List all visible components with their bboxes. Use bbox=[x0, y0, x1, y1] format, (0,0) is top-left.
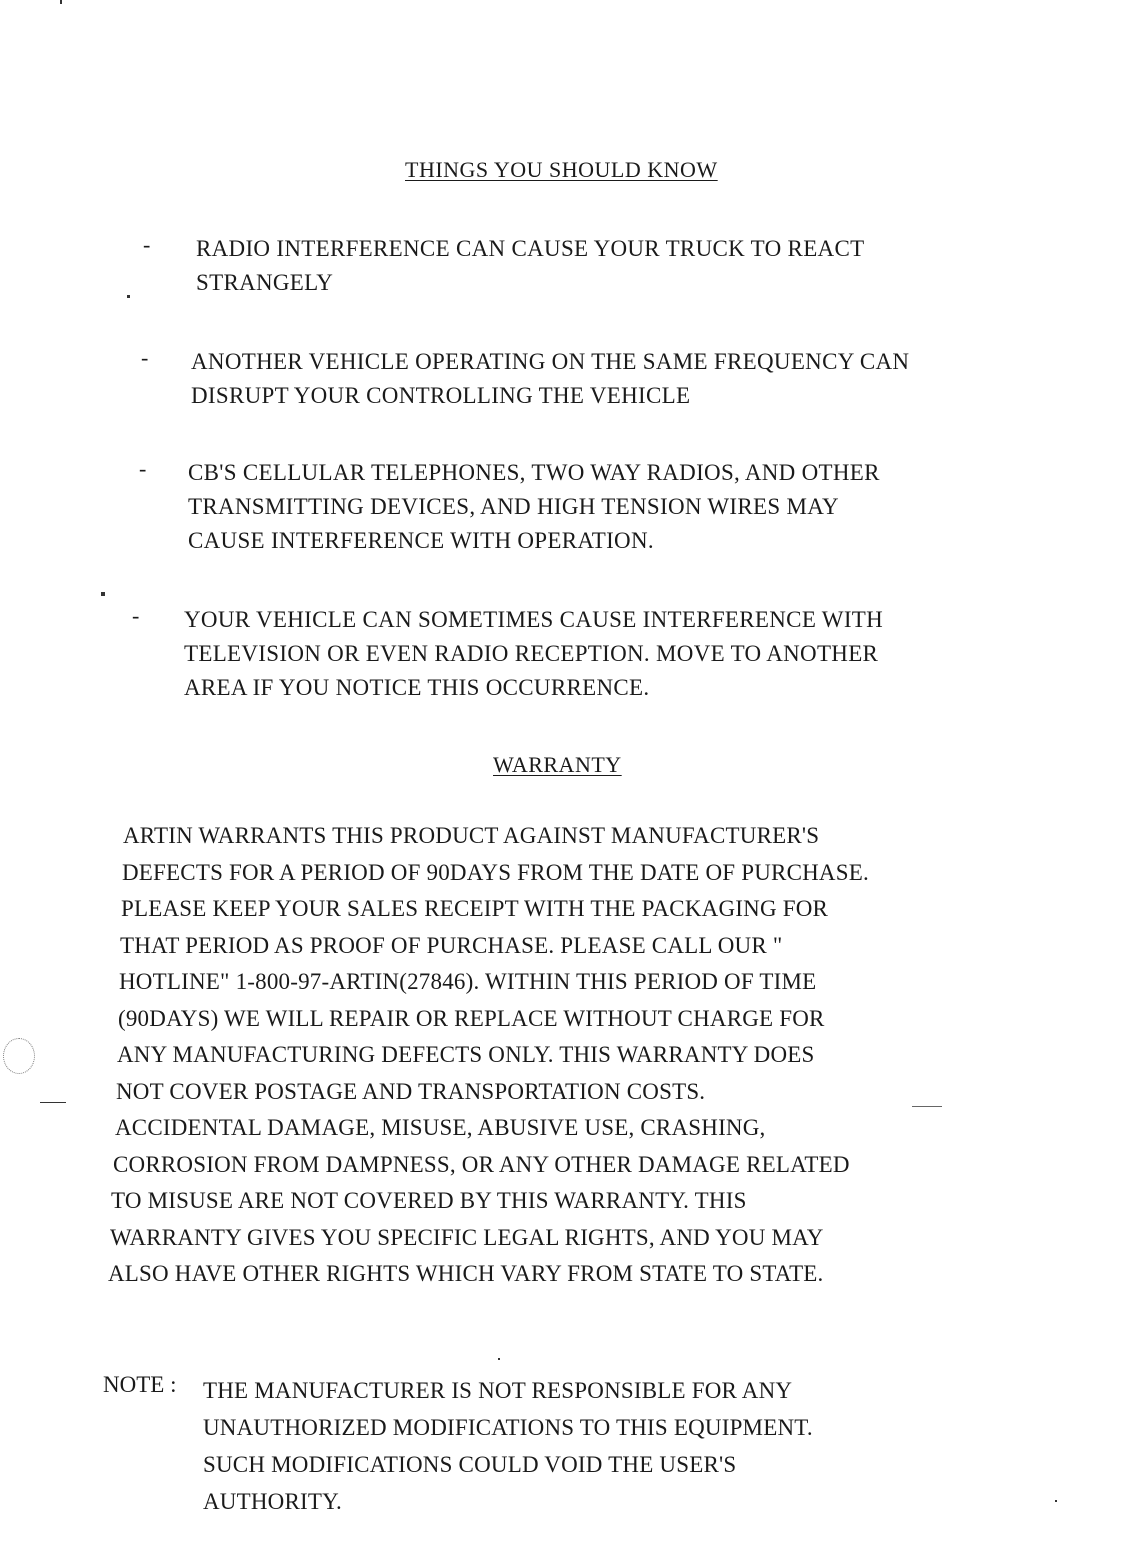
warranty-line: ANY MANUFACTURING DEFECTS ONLY. THIS WARRANTY DOES bbox=[117, 1042, 815, 1067]
bullet-line: RADIO INTERFERENCE CAN CAUSE YOUR TRUCK TO REACT bbox=[196, 236, 865, 261]
bullet-line: CB'S CELLULAR TELEPHONES, TWO WAY RADIOS, AND OTHER bbox=[188, 460, 880, 485]
warranty-line: HOTLINE" 1-800-97-ARTIN(27846). WITHIN THIS PERIOD OF TIME bbox=[119, 969, 817, 994]
bullet-dash: - bbox=[132, 603, 140, 628]
bullet-line: CAUSE INTERFERENCE WITH OPERATION. bbox=[188, 528, 654, 553]
bullet-line: YOUR VEHICLE CAN SOMETIMES CAUSE INTERFERENCE WITH bbox=[184, 607, 884, 632]
scan-speck bbox=[40, 1102, 66, 1103]
heading-warranty: WARRANTY bbox=[493, 752, 622, 777]
scan-speck bbox=[1055, 1500, 1057, 1502]
bullet-line: TELEVISION OR EVEN RADIO RECEPTION. MOVE TO ANOTHER bbox=[184, 641, 879, 666]
scan-speck bbox=[60, 0, 62, 4]
warranty-line: ALSO HAVE OTHER RIGHTS WHICH VARY FROM STATE TO STATE. bbox=[108, 1261, 824, 1286]
warranty-line: THAT PERIOD AS PROOF OF PURCHASE. PLEASE CALL OUR " bbox=[120, 932, 783, 958]
bullet-item bbox=[196, 232, 864, 300]
warranty-line: CORROSION FROM DAMPNESS, OR ANY OTHER DAMAGE RELATED bbox=[113, 1151, 850, 1177]
warranty-line: TO MISUSE ARE NOT COVERED BY THIS WARRANTY. THIS bbox=[111, 1188, 747, 1213]
warranty-line: PLEASE KEEP YOUR SALES RECEIPT WITH THE PACKAGING FOR bbox=[121, 896, 829, 921]
warranty-line: ACCIDENTAL DAMAGE, MISUSE, ABUSIVE USE, CRASHING, bbox=[115, 1115, 766, 1140]
bullet-item bbox=[191, 345, 909, 413]
bullet-line: ANOTHER VEHICLE OPERATING ON THE SAME FREQUENCY CAN bbox=[191, 349, 910, 374]
warranty-line: ARTIN WARRANTS THIS PRODUCT AGAINST MANUFACTURER'S bbox=[123, 823, 820, 848]
note-text bbox=[203, 1372, 813, 1520]
note-line: THE MANUFACTURER IS NOT RESPONSIBLE FOR ANY bbox=[203, 1378, 793, 1403]
bullet-dash: - bbox=[143, 232, 151, 257]
scan-speck bbox=[498, 1358, 500, 1360]
scan-hole-mark bbox=[3, 1038, 35, 1074]
note-label: NOTE : bbox=[103, 1372, 177, 1397]
scan-speck bbox=[101, 592, 105, 596]
scan-speck bbox=[912, 1106, 942, 1107]
bullet-dash: - bbox=[141, 345, 149, 370]
bullet-line: STRANGELY bbox=[196, 270, 334, 295]
warranty-line: NOT COVER POSTAGE AND TRANSPORTATION COSTS. bbox=[116, 1078, 706, 1104]
note-line: SUCH MODIFICATIONS COULD VOID THE USER'S bbox=[203, 1452, 737, 1477]
warranty-paragraph bbox=[108, 818, 1008, 1293]
bullet-line: TRANSMITTING DEVICES, AND HIGH TENSION WIRES MAY bbox=[188, 494, 839, 519]
heading-things-you-should-know: THINGS YOU SHOULD KNOW bbox=[405, 157, 718, 182]
warranty-line: DEFECTS FOR A PERIOD OF 90DAYS FROM THE DATE OF PURCHASE. bbox=[122, 859, 869, 885]
scan-speck bbox=[127, 295, 130, 298]
note-line: AUTHORITY. bbox=[203, 1489, 342, 1514]
warranty-line: (90DAYS) WE WILL REPAIR OR REPLACE WITHOUT CHARGE FOR bbox=[118, 1005, 825, 1031]
note-line: UNAUTHORIZED MODIFICATIONS TO THIS EQUIPMENT. bbox=[203, 1415, 813, 1440]
bullet-line: AREA IF YOU NOTICE THIS OCCURRENCE. bbox=[184, 675, 650, 700]
bullet-dash: - bbox=[139, 456, 147, 481]
bullet-item bbox=[188, 456, 880, 558]
bullet-item bbox=[184, 603, 883, 705]
warranty-line: WARRANTY GIVES YOU SPECIFIC LEGAL RIGHTS, AND YOU MAY bbox=[110, 1224, 824, 1250]
bullet-line: DISRUPT YOUR CONTROLLING THE VEHICLE bbox=[191, 383, 691, 408]
